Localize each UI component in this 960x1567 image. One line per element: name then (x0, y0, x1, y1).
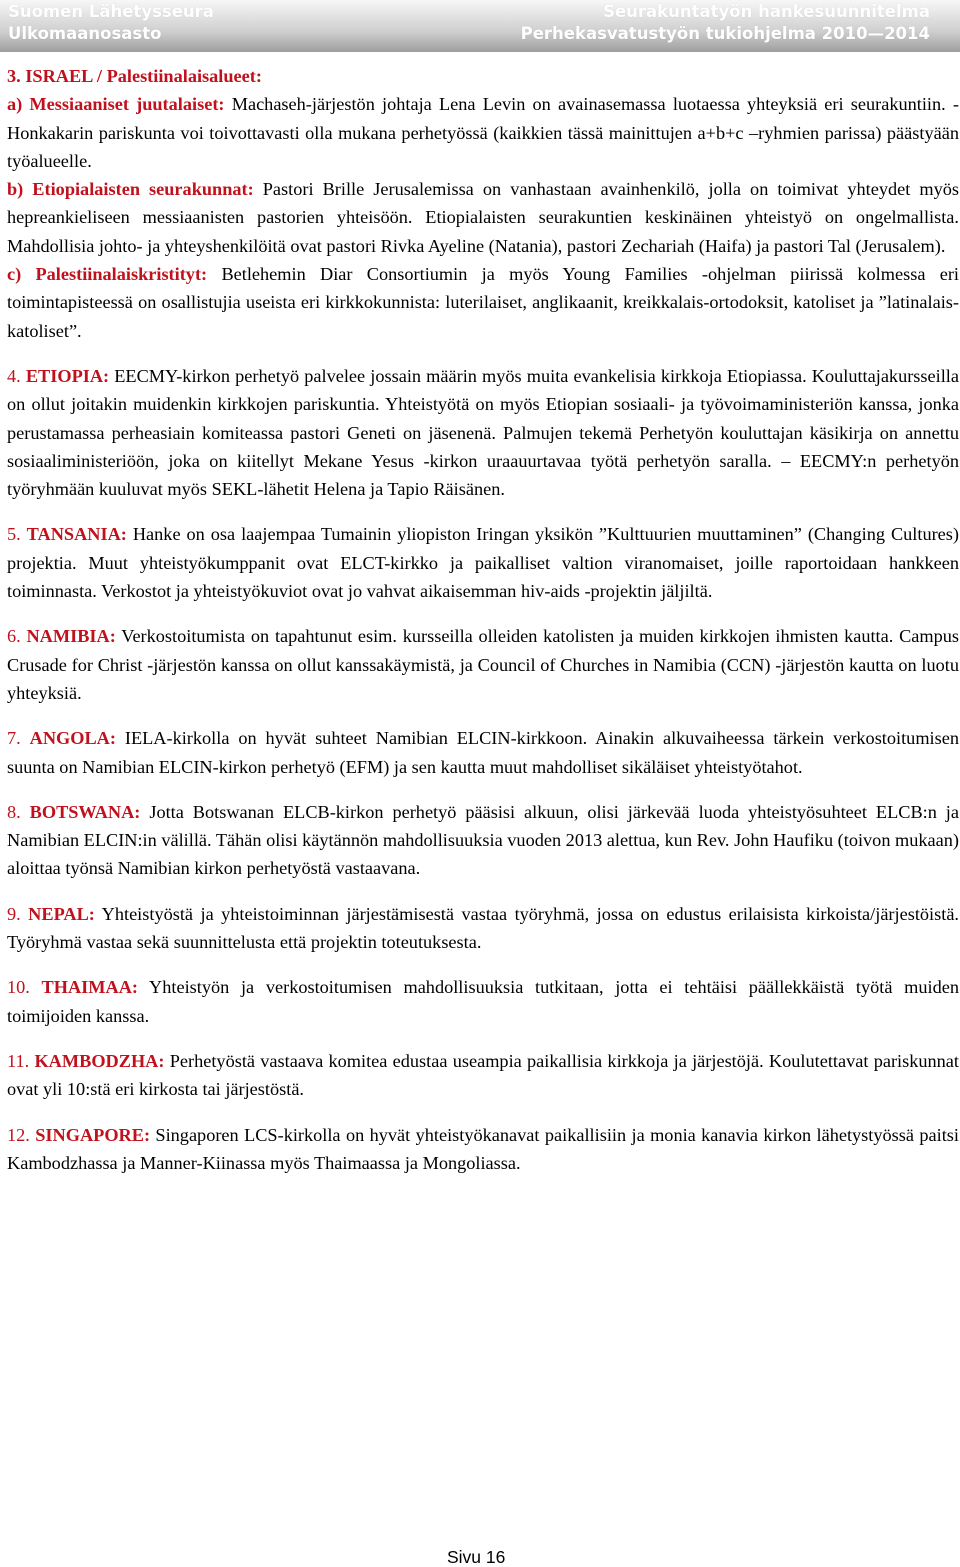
paragraph-singapore: 12. SINGAPORE: Singaporen LCS-kirkolla on hyvät yhteistyökanavat paikallisiin ja monia kanavia kirkon lähetystyössä paitsi Kambodzhassa ja Manner-Kiinassa myös Thaimaassa ja Mongoliassa. (7, 1124, 959, 1173)
page-number: Sivu 16 (447, 1547, 506, 1567)
paragraph-etiopia: 4. ETIOPIA: EECMY-kirkon perhetyö palvelee jossain määrin myös muita evankelisia kirkkoja Etiopiassa. Kouluttajakursseilla on ollut joitakin muidenkin kirkkojen pariskuntia. Yhteistyötä on myös Etiopian sosiaali- ja työvoimaministeriön kanssa, jonka perustamassa perheasiain komiteassa pastori Geneti on jäsenenä. Palmujen tekemä Perhetyön kouluttajan käsikirja on annettu sosiaaliministeriöön, joka on kiitellyt Mekane Yesus -kirkon uraauurtavaa työtä perhetyön saralla. – EECMY:n perhetyön työryhmään kuuluvat myös SEKL-lähetit Helena ja Tapio Räisänen. (7, 365, 959, 500)
paragraph-tansania: 5. TANSANIA: Hanke on osa laajempaa Tumainin yliopiston Iringan yksikön ”Kulttuurien muuttaminen” (Changing Cultures) projektia. Muut yhteistyökumppanit ovat ELCT-kirkko ja paikalliset valtion viranomaiset, joille raportoidaan hankkeen toiminnasta. Verkostot ja yhteistyökuviot ovat jo vahvat aikaisemman hiv-aids -projektin jäljiltä. (7, 524, 959, 602)
paragraph-thaimaa: 10. THAIMAA: Yhteistyön ja verkostoitumisen mahdollisuuksia tutkitaan, jotta ei tehtäisi päällekkäistä työtä muiden toimijoiden kanssa. (7, 977, 959, 1026)
label-nepal: NEPAL: (28, 903, 95, 924)
label-namibia: NAMIBIA: (26, 626, 116, 647)
paragraph-israel-a: a) Messiaaniset juutalaiset: Machaseh-järjestön johtaja Lena Levin on avainasemassa luotaessa yhteyksiä eri seurakuntiin. - Honkakarin pariskunta voi toivottavasti olla mukana perhetyössä (kaikkien tässä mainittujen a+b+c –ryhmien parissa) päästyään työalueelle. (7, 94, 959, 171)
paragraph-angola: 7. ANGOLA: IELA-kirkolla on hyvät suhteet Namibian ELCIN-kirkkoon. Ainakin alkuvaiheessa tärkein verkostoitumisen suunta on Namibian ELCIN-kirkon perhetyö (EFM) ja sen kautta muut mahdolliset sikäläiset yhteistyötahot. (7, 728, 959, 777)
header-document-title: Seurakuntatyön hankesuunnitelma (603, 2, 930, 21)
page-header (0, 0, 960, 52)
label-tansania: TANSANIA: (26, 524, 127, 545)
paragraph-botswana: 8. BOTSWANA: Jotta Botswanan ELCB-kirkon perhetyö pääsisi alkuun, olisi järkevää luoda yhteistyösuhteet ELCB:n ja Namibian ELCIN:in välillä. Tähän olisi käytännön mahdollisuuksia vuoden 2013 alettua, kun Rev. John Haufiku (toivon mukaan) aloittaa työnsä Namibian kirkon perhetyöstä vastaavana. (7, 801, 959, 879)
label-singapore: SINGAPORE: (35, 1124, 151, 1145)
paragraph-israel-b: b) Etiopialaisten seurakunnat: Pastori Brille Jerusalemissa on vanhastaan avainhenkilö, jolla on toimivat yhteydet myös hepreankieliseen messiaanisten pastorien yhteisöön. Etiopialaisten seurakuntien keskinäinen yhteistyö on ongelmallista. Mahdollisia johto- ja yhteyshenkilöitä ovat pastori Rivka Ayeline (Natania), pastori Zechariah (Haifa) ja pastori Tal (Jerusalem). (7, 179, 960, 256)
document-body (7, 62, 959, 1177)
label-angola: ANGOLA: (29, 728, 116, 749)
paragraph-israel-c: c) Palestiinalaiskristityt: Betlehemin Diar Consortiumin ja myös Young Families -ohjelman piirissä kolmessa eri toimintapisteessä on osallistujia useista eri kirkkokunnista: luterilaiset, anglikaanit, kreikkalais-ortodoksit, katoliset ja ”latinalais-katoliset”. (7, 264, 960, 341)
paragraph-kambodzha: 11. KAMBODZHA: Perhetyöstä vastaava komitea edustaa useampia paikallisia kirkkoja ja järjestöjä. Koulutettavat pariskunnat ovat yli 10:stä eri kirkosta tai järjestöstä. (7, 1050, 959, 1100)
header-organization: Suomen Lähetysseura (8, 2, 214, 21)
label-messiaaniset: a) Messiaaniset juutalaiset: (7, 94, 225, 115)
label-palestiinalaiskristityt: c) Palestiinalaiskristityt: (7, 264, 208, 285)
paragraph-namibia: 6. NAMIBIA: Verkostoitumista on tapahtunut esim. kursseilla olleiden katolisten ja muiden kirkkojen ihmisten kautta. Campus Crusade for Christ -järjestön kanssa on ollut kanssakäymistä, ja Council of Churches in Namibia (CCN) -järjestön kautta on luotu yhteyksiä. (7, 626, 960, 703)
paragraph-nepal: 9. NEPAL: Yhteistyöstä ja yhteistoiminnan järjestämisestä vastaa työryhmä, jossa on edustus erilaisista kirkoista/järjestöistä. Työryhmä vastaa sekä suunnittelusta että projektin toteutuksesta. (7, 903, 960, 953)
header-department: Ulkomaanosasto (8, 24, 162, 43)
label-botswana: BOTSWANA: (29, 801, 141, 822)
section-heading-israel: 3. ISRAEL / Palestiinalaisalueet: (7, 66, 262, 86)
label-thaimaa: THAIMAA: (41, 977, 139, 998)
label-kambodzha: KAMBODZHA: (34, 1050, 165, 1071)
header-program-title: Perhekasvatustyön tukiohjelma 2010—2014 (520, 24, 930, 43)
label-etiopialaisten: b) Etiopialaisten seurakunnat: (7, 179, 254, 200)
label-etiopia: ETIOPIA: (25, 365, 110, 386)
